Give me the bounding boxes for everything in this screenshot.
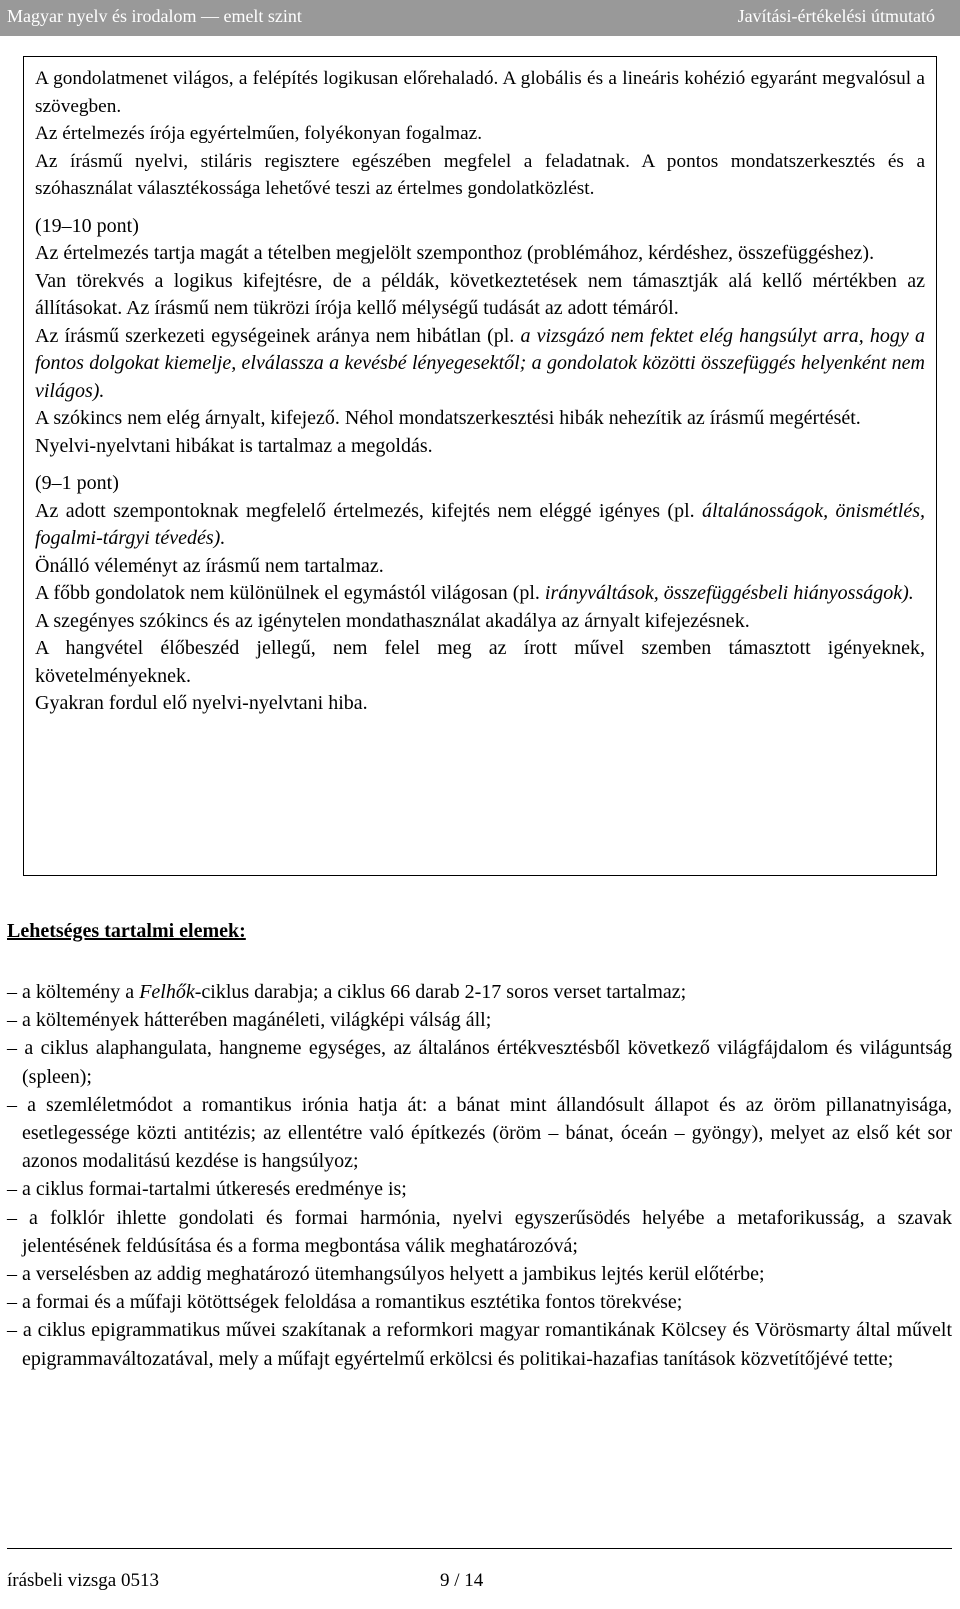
criteria-paragraph: Gyakran fordul elő nyelvi-nyelvtani hiba.: [35, 692, 368, 714]
list-item: – a ciklus epigrammatikus művei szakítanak a reformkori magyar romantikának Kölcsey és Vörösmarty által művelt epigrammaváltozatával, mely a műfajt egyértelmű erkölcsi és politikai-hazafias tanítások közvetítőjévé tette;: [7, 1319, 952, 1370]
criteria-paragraph: A gondolatmenet világos, a felépítés logikusan előrehaladó. A globális és a lineáris kohézió egyaránt megvalósul a szövegben.: [35, 68, 925, 117]
list-item: – a költemények hátterében magánéleti, világképi válság áll;: [7, 1009, 492, 1032]
list-item: [7, 978, 952, 1006]
criteria-paragraph: [35, 323, 925, 406]
criteria-paragraph: Az értelmezés írója egyértelműen, folyékonyan fogalmaz.: [35, 123, 483, 144]
list-item: – a formai és a műfaji kötöttségek feloldása a romantikus esztétika fontos törekvése;: [7, 1291, 683, 1314]
list-item: – a ciklus formai-tartalmi útkeresés eredménye is;: [7, 1178, 407, 1201]
page-header: [0, 0, 960, 36]
list-item-text: -ciklus darabja; a ciklus 66 darab 2-17 soros verset tartalmaz;: [194, 981, 687, 1003]
criteria-text: Az adott szempontoknak megfelelő értelmezés, kifejtés nem eléggé igényes (pl.: [35, 499, 703, 522]
list-item-text: – a költemény a: [7, 981, 140, 1003]
page-number: 9 / 14: [440, 1570, 484, 1591]
criteria-example: általánosságok, önismétlés, fogalmi-tárgyi tévedés).: [35, 499, 925, 549]
criteria-paragraph: A szegényes szókincs és az igénytelen mondathasználat akadálya az árnyalt kifejezésnek.: [35, 609, 750, 632]
content-elements-list: [7, 978, 952, 1373]
criteria-paragraph: A szókincs nem elég árnyalt, kifejező. Néhol mondatszerkesztési hibák nehezítik az írásmű megértését.: [35, 407, 861, 429]
list-item: – a verselésben az addig meghatározó ütemhangsúlyos helyett a jambikus lejtés kerül előtérbe;: [7, 1263, 765, 1286]
footer-divider: [7, 1548, 952, 1549]
scoring-criteria-box: [23, 56, 937, 876]
footer-exam-code: írásbeli vizsga 0513: [7, 1570, 159, 1591]
poem-cycle-title: Felhők: [139, 981, 195, 1003]
criteria-paragraph: Van törekvés a logikus kifejtésre, de a példák, következtetések nem támasztják alá kellő mértékben az állításokat. Az írásmű nem tükrözi írója kellő mélységű tudását az adott témáról.: [35, 269, 925, 319]
criteria-paragraph: [35, 580, 925, 608]
criteria-example: a vizsgázó nem fektet elég hangsúlyt arra, hogy a fontos dolgokat kiemelje, elválassza a kevésbé lényegesektől; a gondolatok közötti összefüggés helyenként nem világos).: [35, 324, 925, 402]
score-band-title: (9–1 pont): [35, 472, 119, 494]
criteria-paragraph: A hangvétel élőbeszéd jellegű, nem felel meg az írott művel szemben támasztott igényeknek, követelményeknek.: [35, 637, 925, 687]
criteria-text: Az írásmű szerkezeti egységeinek aránya nem hibátlan (pl.: [35, 324, 521, 347]
criteria-text: A főbb gondolatok nem különülnek el egymástól világosan (pl.: [35, 582, 545, 604]
criteria-example: irányváltások, összefüggésbeli hiányosságok).: [544, 582, 914, 604]
criteria-paragraph: Az értelmezés tartja magát a tételben megjelölt szemponthoz (problémához, kérdéshez, összefüggéshez).: [35, 242, 875, 264]
header-subject: Magyar nyelv és irodalom — emelt szint: [7, 6, 302, 26]
list-item: – a szemléletmódot a romantikus irónia hatja át: a bánat mint állandósult állapot és az öröm pillanatnyisága, esetlegessége közti antitézis; az ellentétre való építkezés (öröm – bánat, óceán – gyöngy), melyet az első két sor azonos modalitású kezdése is hangsúlyoz;: [7, 1093, 952, 1173]
criteria-paragraph: Önálló véleményt az írásmű nem tartalmaz.: [35, 554, 384, 577]
criteria-paragraph: Nyelvi-nyelvtani hibákat is tartalmaz a megoldás.: [35, 434, 433, 457]
criteria-paragraph: Az írásmű nyelvi, stiláris regisztere egészében megfelel a feladatnak. A pontos mondatszerkesztés és a szóhasználat választékossága lehetővé teszi az értelmes gondolatközlést.: [35, 150, 925, 199]
list-item: – a ciklus alaphangulata, hangneme egységes, az általános értékvesztésből következő világfájdalom és világuntság (spleen);: [7, 1037, 952, 1088]
list-item: – a folklór ihlette gondolati és formai harmónia, nyelvi egyszerűsödés helyébe a metaforikusság, a szavak jelentésének feldúsítása és a forma megbontása válik meghatározóvá;: [7, 1206, 952, 1257]
score-band-title: (19–10 pont): [35, 214, 139, 237]
header-doc-type: Javítási-értékelési útmutató: [737, 6, 935, 26]
criteria-paragraph: [35, 498, 925, 553]
content-elements-heading: Lehetséges tartalmi elemek:: [7, 920, 246, 942]
